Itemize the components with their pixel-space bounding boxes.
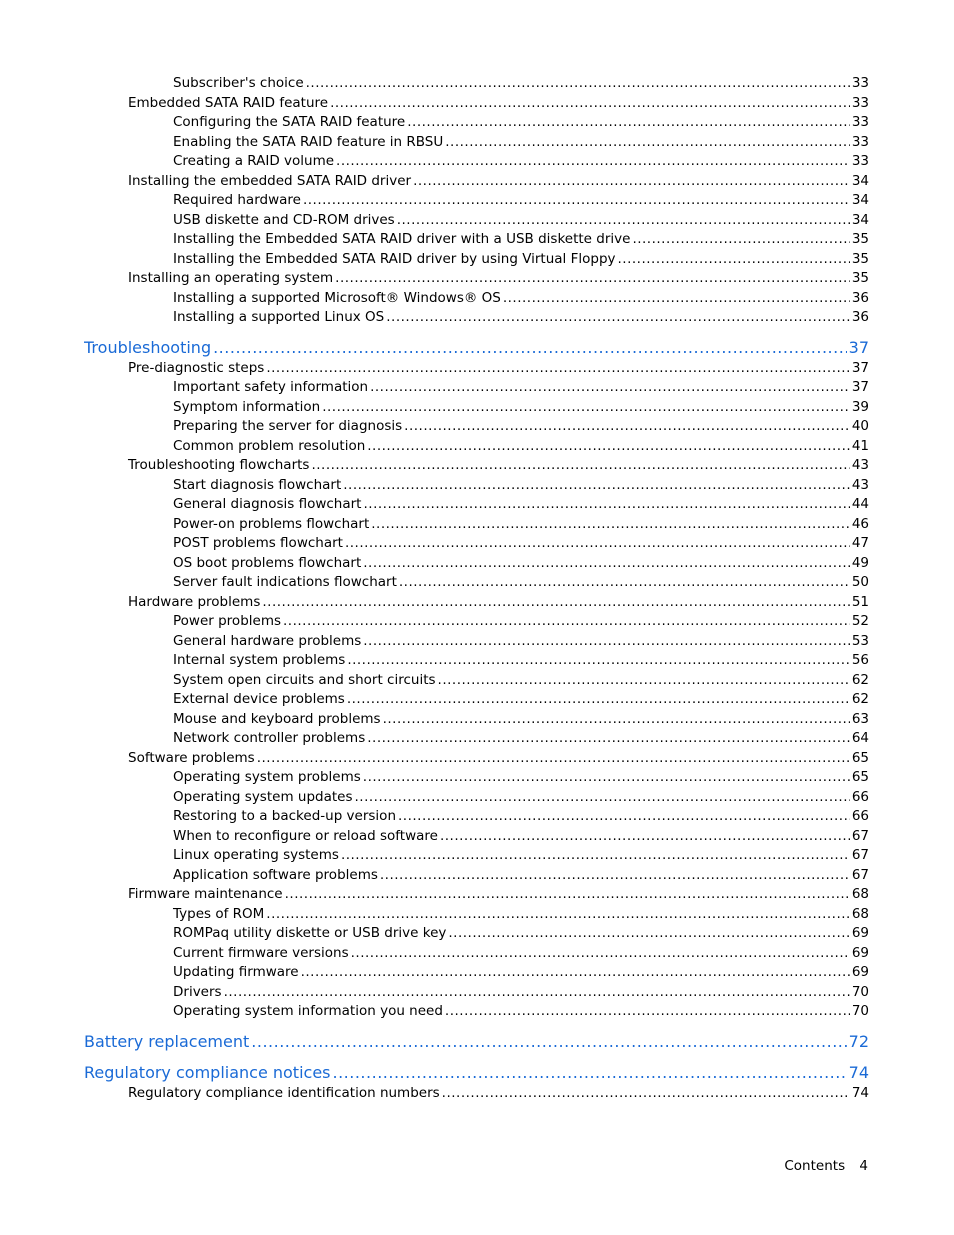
toc-page-number: 74 <box>851 1084 869 1101</box>
toc-entry-title: General hardware problems <box>173 632 362 649</box>
toc-page-number: 53 <box>851 632 869 649</box>
toc-chapter-link[interactable] <box>84 337 869 359</box>
toc-entry[interactable] <box>84 113 869 133</box>
toc-entry[interactable] <box>84 671 869 691</box>
dot-leader <box>333 1062 847 1084</box>
toc-page-number: 56 <box>851 652 869 668</box>
toc-entry[interactable] <box>84 1084 869 1104</box>
toc-entry[interactable] <box>84 729 869 749</box>
toc-entry[interactable] <box>84 515 869 535</box>
toc-page-number: 68 <box>851 905 869 922</box>
toc-entry-title: Troubleshooting flowcharts <box>128 457 310 473</box>
toc-entry[interactable] <box>84 632 869 652</box>
toc-page-number: 34 <box>851 211 869 228</box>
toc-page-number: 67 <box>851 847 869 863</box>
dot-leader <box>285 885 850 905</box>
toc-entry-title: System open circuits and short circuits <box>173 671 436 688</box>
toc-page-number: 50 <box>851 574 869 590</box>
toc-entry-title: Mouse and keyboard problems <box>173 710 381 727</box>
toc-page-number: 65 <box>851 749 869 766</box>
toc-entry[interactable] <box>84 308 869 328</box>
toc-entry-title: POST problems flowchart <box>173 535 343 551</box>
dot-leader <box>347 690 850 710</box>
dot-leader <box>380 866 850 886</box>
dot-leader <box>445 133 850 153</box>
toc-entry[interactable] <box>84 905 869 925</box>
toc-entry-title: Power-on problems flowchart <box>173 515 370 532</box>
toc-entry[interactable] <box>84 250 869 270</box>
page-footer <box>784 1158 868 1174</box>
dot-leader <box>351 944 850 964</box>
toc-page-number: 65 <box>851 769 869 785</box>
toc-entry[interactable] <box>84 807 869 827</box>
dot-leader <box>363 632 850 652</box>
toc-entry[interactable] <box>84 269 869 289</box>
toc-chapter-link[interactable] <box>84 1031 869 1053</box>
toc-entry-title: External device problems <box>173 691 345 707</box>
dot-leader <box>445 1002 850 1022</box>
dot-leader <box>213 337 847 359</box>
toc-entry[interactable] <box>84 133 869 153</box>
dot-leader <box>632 230 849 250</box>
toc-entry[interactable] <box>84 846 869 866</box>
toc-entry-title: Current firmware versions <box>173 944 349 961</box>
toc-entry-title: Types of ROM <box>173 905 265 922</box>
toc-entry[interactable] <box>84 191 869 211</box>
dot-leader <box>345 534 850 554</box>
dot-leader <box>413 172 850 192</box>
dot-leader <box>257 749 850 769</box>
toc-entry[interactable] <box>84 152 869 172</box>
dot-leader <box>397 211 850 231</box>
toc-entry[interactable] <box>84 593 869 613</box>
dot-leader <box>438 671 850 691</box>
toc-entry-title: Operating system problems <box>173 769 361 785</box>
toc-entry-title: ROMPaq utility diskette or USB drive key <box>173 925 447 941</box>
toc-page-number: 69 <box>851 944 869 961</box>
dot-leader <box>266 905 850 925</box>
toc-page-number: 33 <box>851 75 869 91</box>
toc-entry[interactable] <box>84 74 869 94</box>
dot-leader <box>341 846 850 866</box>
toc-entry-title: Application software problems <box>173 866 378 883</box>
dot-leader <box>335 269 850 289</box>
toc-page-number: 70 <box>851 983 869 1000</box>
toc-entry-title: Start diagnosis flowchart <box>173 476 342 493</box>
toc-page-number: 62 <box>851 691 869 707</box>
toc-page-number: 37 <box>851 379 869 395</box>
footer-page-number: 4 <box>859 1158 868 1174</box>
toc-entry-title: Enabling the SATA RAID feature in RBSU <box>173 133 444 150</box>
toc-entry[interactable] <box>84 230 869 250</box>
dot-leader <box>503 289 850 309</box>
table-of-contents <box>84 74 869 1103</box>
dot-leader <box>262 593 849 613</box>
dot-leader <box>371 515 850 535</box>
toc-entry-title: Regulatory compliance identification numbers <box>128 1084 440 1101</box>
toc-entry-title: Pre-diagnostic steps <box>128 359 265 376</box>
dot-leader <box>367 729 850 749</box>
toc-entry-title: Battery replacement <box>84 1031 250 1051</box>
dot-leader <box>303 191 850 211</box>
dot-leader <box>347 651 850 671</box>
dot-leader <box>386 308 850 328</box>
toc-entry-title: Configuring the SATA RAID feature <box>173 114 406 130</box>
toc-page-number: 64 <box>851 730 869 746</box>
toc-entry[interactable] <box>84 651 869 671</box>
toc-page-number: 46 <box>851 515 869 532</box>
toc-entry[interactable] <box>84 495 869 515</box>
toc-page-number: 36 <box>851 289 869 306</box>
toc-entry[interactable] <box>84 1002 869 1022</box>
dot-leader <box>322 398 850 418</box>
toc-entry-title: Subscriber's choice <box>173 75 304 91</box>
toc-entry[interactable] <box>84 768 869 788</box>
toc-page-number: 43 <box>851 476 869 493</box>
toc-page-number: 39 <box>851 398 869 415</box>
toc-chapter-link[interactable] <box>84 1062 869 1084</box>
toc-entry[interactable] <box>84 554 869 574</box>
toc-page-number: 34 <box>851 172 869 189</box>
toc-entry-title: Installing a supported Linux OS <box>173 309 385 325</box>
toc-page-number: 33 <box>851 133 869 150</box>
dot-leader <box>398 807 850 827</box>
toc-entry-title: Embedded SATA RAID feature <box>128 94 329 111</box>
toc-page-number: 34 <box>851 192 869 208</box>
toc-entry-title: Important safety information <box>173 379 369 395</box>
dot-leader <box>363 495 849 515</box>
dot-leader <box>266 359 849 379</box>
dot-leader <box>370 378 850 398</box>
toc-entry[interactable] <box>84 885 869 905</box>
dot-leader <box>306 74 850 94</box>
dot-leader <box>330 94 850 114</box>
dot-leader <box>440 827 850 847</box>
toc-page-number: 33 <box>851 153 869 169</box>
dot-leader <box>336 152 850 172</box>
toc-entry[interactable] <box>84 437 869 457</box>
toc-page-number: 69 <box>851 925 869 941</box>
toc-page-number: 49 <box>851 554 869 571</box>
toc-page-number: 52 <box>851 613 869 629</box>
toc-page-number: 67 <box>851 866 869 883</box>
toc-entry-title: Installing an operating system <box>128 270 334 286</box>
toc-page-number: 69 <box>851 964 869 980</box>
dot-leader <box>448 924 849 944</box>
toc-entry-title: Troubleshooting <box>84 337 212 357</box>
toc-entry-title: Internal system problems <box>173 652 346 668</box>
toc-entry[interactable] <box>84 378 869 398</box>
toc-page-number: 67 <box>851 827 869 844</box>
toc-page-number: 37 <box>848 337 869 357</box>
toc-page-number: 35 <box>851 270 869 286</box>
toc-page-number: 63 <box>851 710 869 727</box>
toc-entry-title: When to reconfigure or reload software <box>173 827 438 844</box>
toc-page-number: 43 <box>851 457 869 473</box>
dot-leader <box>343 476 850 496</box>
toc-page-number: 36 <box>851 309 869 325</box>
toc-entry-title: Network controller problems <box>173 730 366 746</box>
toc-entry[interactable] <box>84 289 869 309</box>
dot-leader <box>301 963 850 983</box>
toc-page-number: 40 <box>851 418 869 434</box>
dot-leader <box>367 437 850 457</box>
toc-page-number: 70 <box>851 1003 869 1019</box>
toc-page-number: 62 <box>851 671 869 688</box>
toc-page-number: 47 <box>851 535 869 551</box>
toc-entry-title: Firmware maintenance <box>128 886 283 902</box>
toc-entry[interactable] <box>84 612 869 632</box>
dot-leader <box>442 1084 850 1104</box>
toc-entry[interactable] <box>84 94 869 114</box>
toc-entry[interactable] <box>84 749 869 769</box>
dot-leader <box>363 768 850 788</box>
toc-entry[interactable] <box>84 456 869 476</box>
footer-section-label: Contents <box>784 1158 846 1174</box>
toc-page-number: 35 <box>851 250 869 267</box>
toc-entry-title: Installing the Embedded SATA RAID driver by using Virtual Floppy <box>173 250 616 267</box>
toc-page-number: 51 <box>851 593 869 610</box>
dot-leader <box>404 417 850 437</box>
toc-entry[interactable] <box>84 211 869 231</box>
toc-entry[interactable] <box>84 866 869 886</box>
toc-page-number: 66 <box>851 808 869 824</box>
toc-entry[interactable] <box>84 944 869 964</box>
toc-entry-title: Installing a supported Microsoft® Windows® OS <box>173 289 501 306</box>
dot-leader <box>618 250 850 270</box>
dot-leader <box>363 554 850 574</box>
dot-leader <box>224 983 850 1003</box>
toc-page-number: 44 <box>851 496 869 512</box>
toc-entry-title: General diagnosis flowchart <box>173 496 362 512</box>
toc-entry-title: Power problems <box>173 613 281 629</box>
toc-entry[interactable] <box>84 172 869 192</box>
toc-entry-title: Updating firmware <box>173 964 299 980</box>
toc-entry-title: Installing the embedded SATA RAID driver <box>128 172 412 189</box>
toc-page-number: 68 <box>851 886 869 902</box>
dot-leader <box>399 573 850 593</box>
toc-entry[interactable] <box>84 983 869 1003</box>
toc-entry[interactable] <box>84 534 869 554</box>
toc-entry-title: OS boot problems flowchart <box>173 554 362 571</box>
toc-entry-title: Preparing the server for diagnosis <box>173 418 403 434</box>
toc-entry-title: Hardware problems <box>128 593 261 610</box>
toc-entry-title: Linux operating systems <box>173 847 339 863</box>
toc-entry[interactable] <box>84 398 869 418</box>
toc-entry-title: Restoring to a backed-up version <box>173 808 397 824</box>
toc-page-number: 41 <box>851 437 869 454</box>
toc-entry[interactable] <box>84 417 869 437</box>
toc-entry[interactable] <box>84 924 869 944</box>
toc-entry-title: Operating system updates <box>173 788 353 805</box>
toc-page-number: 74 <box>848 1062 869 1082</box>
dot-leader <box>354 788 849 808</box>
toc-entry-title: Required hardware <box>173 192 301 208</box>
toc-entry[interactable] <box>84 788 869 808</box>
toc-entry-title: Drivers <box>173 983 222 1000</box>
toc-entry[interactable] <box>84 476 869 496</box>
dot-leader <box>311 456 849 476</box>
toc-page-number: 37 <box>851 359 869 376</box>
dot-leader <box>283 612 850 632</box>
toc-entry[interactable] <box>84 827 869 847</box>
toc-page-number: 33 <box>851 94 869 111</box>
toc-entry[interactable] <box>84 710 869 730</box>
toc-entry-title: Regulatory compliance notices <box>84 1062 331 1082</box>
toc-entry-title: Installing the Embedded SATA RAID driver with a USB diskette drive <box>173 231 631 247</box>
toc-entry-title: Operating system information you need <box>173 1003 443 1019</box>
toc-page-number: 66 <box>851 788 869 805</box>
toc-entry-title: Server fault indications flowchart <box>173 574 397 590</box>
dot-leader <box>251 1031 846 1053</box>
toc-entry-title: Software problems <box>128 749 255 766</box>
toc-page-number: 35 <box>851 231 869 247</box>
toc-entry-title: Creating a RAID volume <box>173 153 335 169</box>
toc-entry[interactable] <box>84 690 869 710</box>
toc-entry-title: Symptom information <box>173 398 321 415</box>
toc-entry-title: USB diskette and CD-ROM drives <box>173 211 395 228</box>
toc-entry[interactable] <box>84 573 869 593</box>
toc-entry[interactable] <box>84 963 869 983</box>
toc-page-number: 72 <box>848 1031 869 1051</box>
toc-entry[interactable] <box>84 359 869 379</box>
toc-entry-title: Common problem resolution <box>173 437 366 454</box>
dot-leader <box>407 113 850 133</box>
dot-leader <box>383 710 850 730</box>
toc-page-number: 33 <box>851 114 869 130</box>
